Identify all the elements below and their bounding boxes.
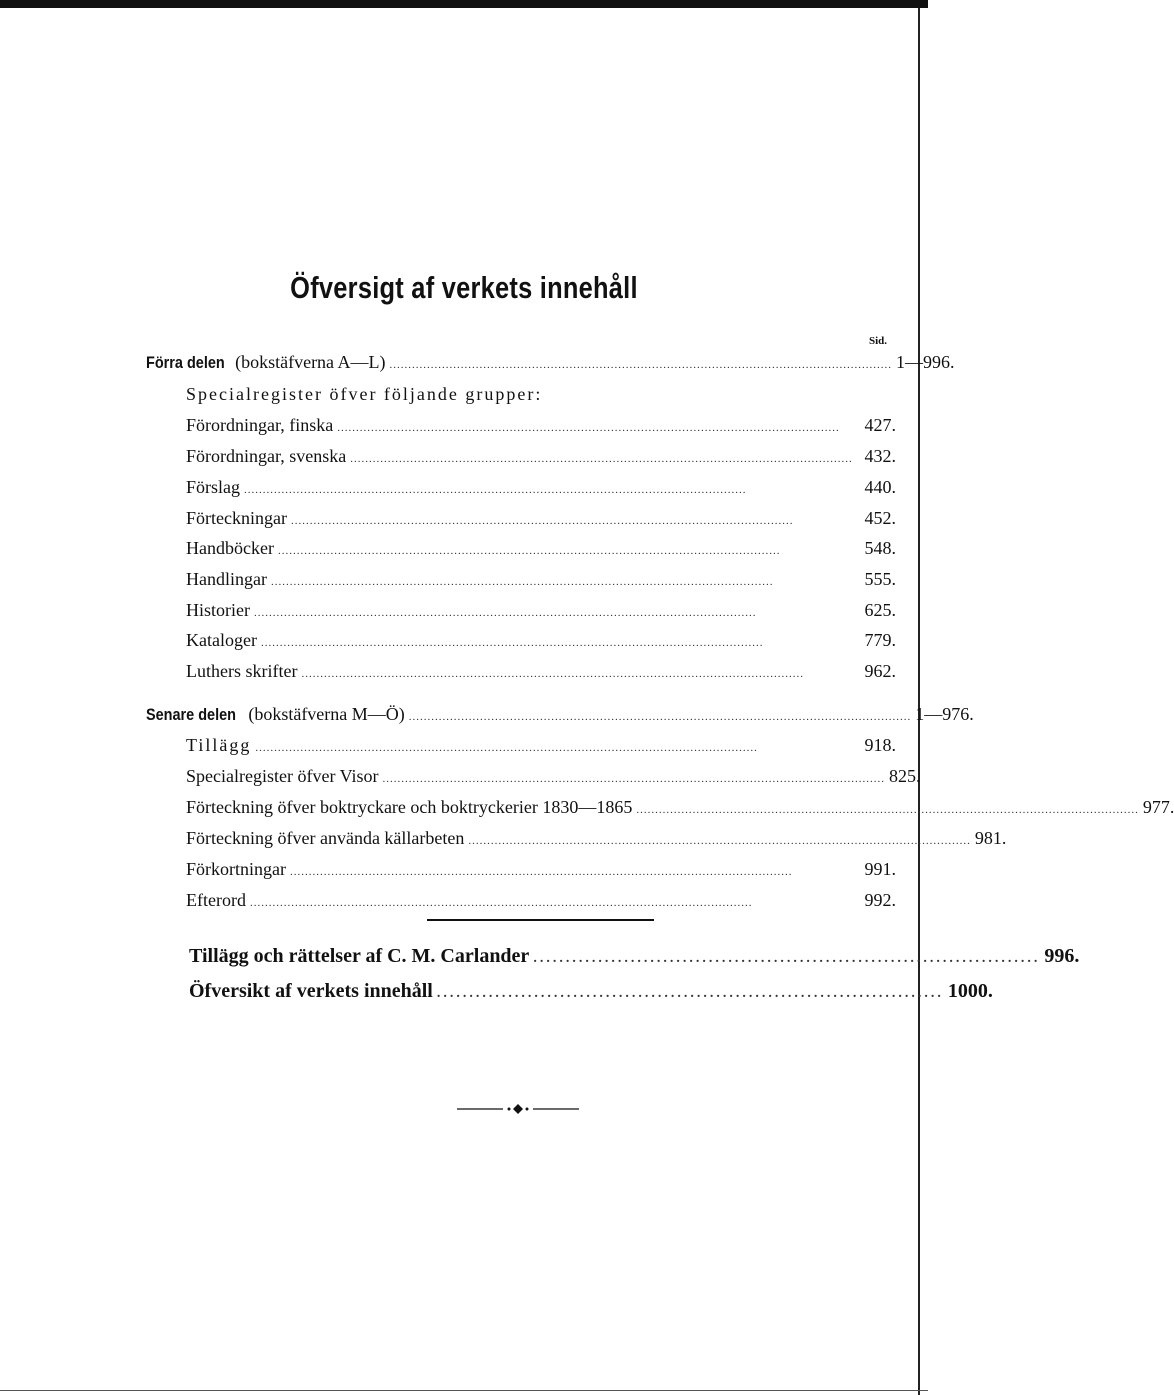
dot-leader: ...................................................................................................................................... — [468, 835, 971, 847]
page-number: 996. — [1044, 945, 1080, 967]
dot-leader: ...................................................................................................................................... — [260, 637, 764, 649]
toc-entry[interactable] — [186, 890, 896, 916]
page-number: 977. — [1142, 797, 1174, 817]
dot-leader: ...................................................................................................................................... — [389, 359, 893, 371]
entry-label: Tillägg — [186, 735, 252, 755]
entry-label: Luthers skrifter — [186, 661, 298, 681]
entry-label: Historier — [186, 600, 250, 620]
section-name: Senare delen — [146, 705, 236, 724]
toc-entry[interactable] — [186, 508, 896, 534]
dot-leader: .............................................................................. — [533, 951, 1041, 966]
end-ornament-icon — [455, 1102, 581, 1116]
page-number: 1—996. — [896, 352, 955, 372]
special-register-heading: Specialregister öfver följande grupper: — [186, 384, 543, 404]
toc-entry-forra-delen[interactable] — [146, 352, 955, 378]
page-number: 427. — [864, 415, 896, 435]
page-number: 918. — [864, 735, 896, 755]
entry-label: Förordningar, svenska — [186, 446, 347, 466]
toc-entry-tillagg-rattelser[interactable] — [189, 945, 1080, 975]
entry-label: Handlingar — [186, 569, 267, 589]
entry-label: Kataloger — [186, 630, 257, 650]
entry-label: Förslag — [186, 477, 240, 497]
toc-entry[interactable] — [186, 735, 896, 761]
toc-entry[interactable] — [186, 600, 896, 626]
dot-leader: ...................................................................................................................................... — [270, 576, 774, 588]
toc-entry[interactable] — [186, 630, 896, 656]
dot-leader: ...................................................................................................................................... — [382, 773, 886, 785]
scan-top-border — [0, 0, 928, 8]
dot-leader: ...................................................................................................................................... — [337, 422, 840, 434]
page-number: 1000. — [947, 980, 993, 1002]
entry-label: Förteckning öfver boktryckare och boktryckerier 1830—1865 — [186, 797, 633, 817]
dot-leader: ...................................................................................................................................... — [408, 711, 912, 723]
section-name: Förra delen — [146, 353, 225, 372]
page-number: 779. — [864, 630, 896, 650]
toc-entry[interactable] — [186, 859, 896, 885]
entry-label: Förteckning öfver använda källarbeten — [186, 828, 465, 848]
section-range: (bokstäfverna M—Ö) — [248, 704, 405, 724]
section-divider — [427, 919, 654, 921]
dot-leader: ...................................................................................................................................... — [277, 545, 781, 557]
toc-entry[interactable] — [186, 828, 1007, 854]
toc-entry[interactable] — [186, 766, 921, 792]
scan-right-border — [918, 8, 920, 1395]
page-number: 440. — [864, 477, 896, 497]
entry-label: Förkortningar — [186, 859, 286, 879]
page-column-label: Sid. — [869, 335, 888, 347]
entry-label: Specialregister öfver Visor — [186, 766, 379, 786]
page-number: 555. — [864, 569, 896, 589]
toc-entry[interactable] — [186, 569, 896, 595]
entry-label: Förordningar, finska — [186, 415, 334, 435]
toc-entry[interactable] — [186, 661, 896, 687]
page-number: 548. — [864, 538, 896, 558]
page-number: 991. — [864, 859, 896, 879]
dot-leader: ...................................................................................................................................... — [636, 804, 1139, 816]
entry-label: Handböcker — [186, 538, 274, 558]
toc-entry[interactable] — [186, 538, 896, 564]
entry-label: Förteckningar — [186, 508, 287, 528]
dot-leader: ...................................................................................................................................... — [244, 484, 747, 496]
page-number: 981. — [974, 828, 1007, 848]
toc-entry[interactable] — [186, 446, 896, 472]
dot-leader: ...................................................................................................................................... — [290, 515, 794, 527]
page-number: 825. — [889, 766, 921, 786]
toc-entry[interactable] — [186, 797, 1174, 823]
scan-bottom-border — [0, 1390, 928, 1391]
page-number: 962. — [864, 661, 896, 681]
entry-label: Öfversikt af verkets innehåll — [189, 980, 433, 1002]
entry-label: Tillägg och rättelser af C. M. Carlander — [189, 945, 530, 967]
page-number: 625. — [864, 600, 896, 620]
entry-label: Efterord — [186, 890, 246, 910]
dot-leader: ...................................................................................................................................... — [289, 866, 793, 878]
page-number: 992. — [864, 890, 896, 910]
dot-leader: ...................................................................................................................................... — [301, 668, 804, 680]
page-number: 432. — [864, 446, 896, 466]
toc-entry-ofversikt[interactable] — [189, 980, 993, 1010]
dot-leader: ...................................................................................................................................... — [350, 453, 853, 465]
page-title: Öfversigt af verkets innehåll — [290, 270, 638, 305]
section-range: (bokstäfverna A—L) — [235, 352, 386, 372]
dot-leader: ...................................................................................................................................... — [253, 607, 757, 619]
toc-entry-senare-delen[interactable] — [146, 704, 974, 730]
toc-entry[interactable] — [186, 415, 896, 441]
toc-entry[interactable] — [186, 477, 896, 503]
dot-leader: ...................................................................................................................................... — [255, 742, 758, 754]
page-number: 452. — [864, 508, 896, 528]
dot-leader: ...................................................................................................................................... — [249, 897, 753, 909]
page-number: 1—976. — [915, 704, 974, 724]
dot-leader: .............................................................................. — [436, 986, 944, 1001]
